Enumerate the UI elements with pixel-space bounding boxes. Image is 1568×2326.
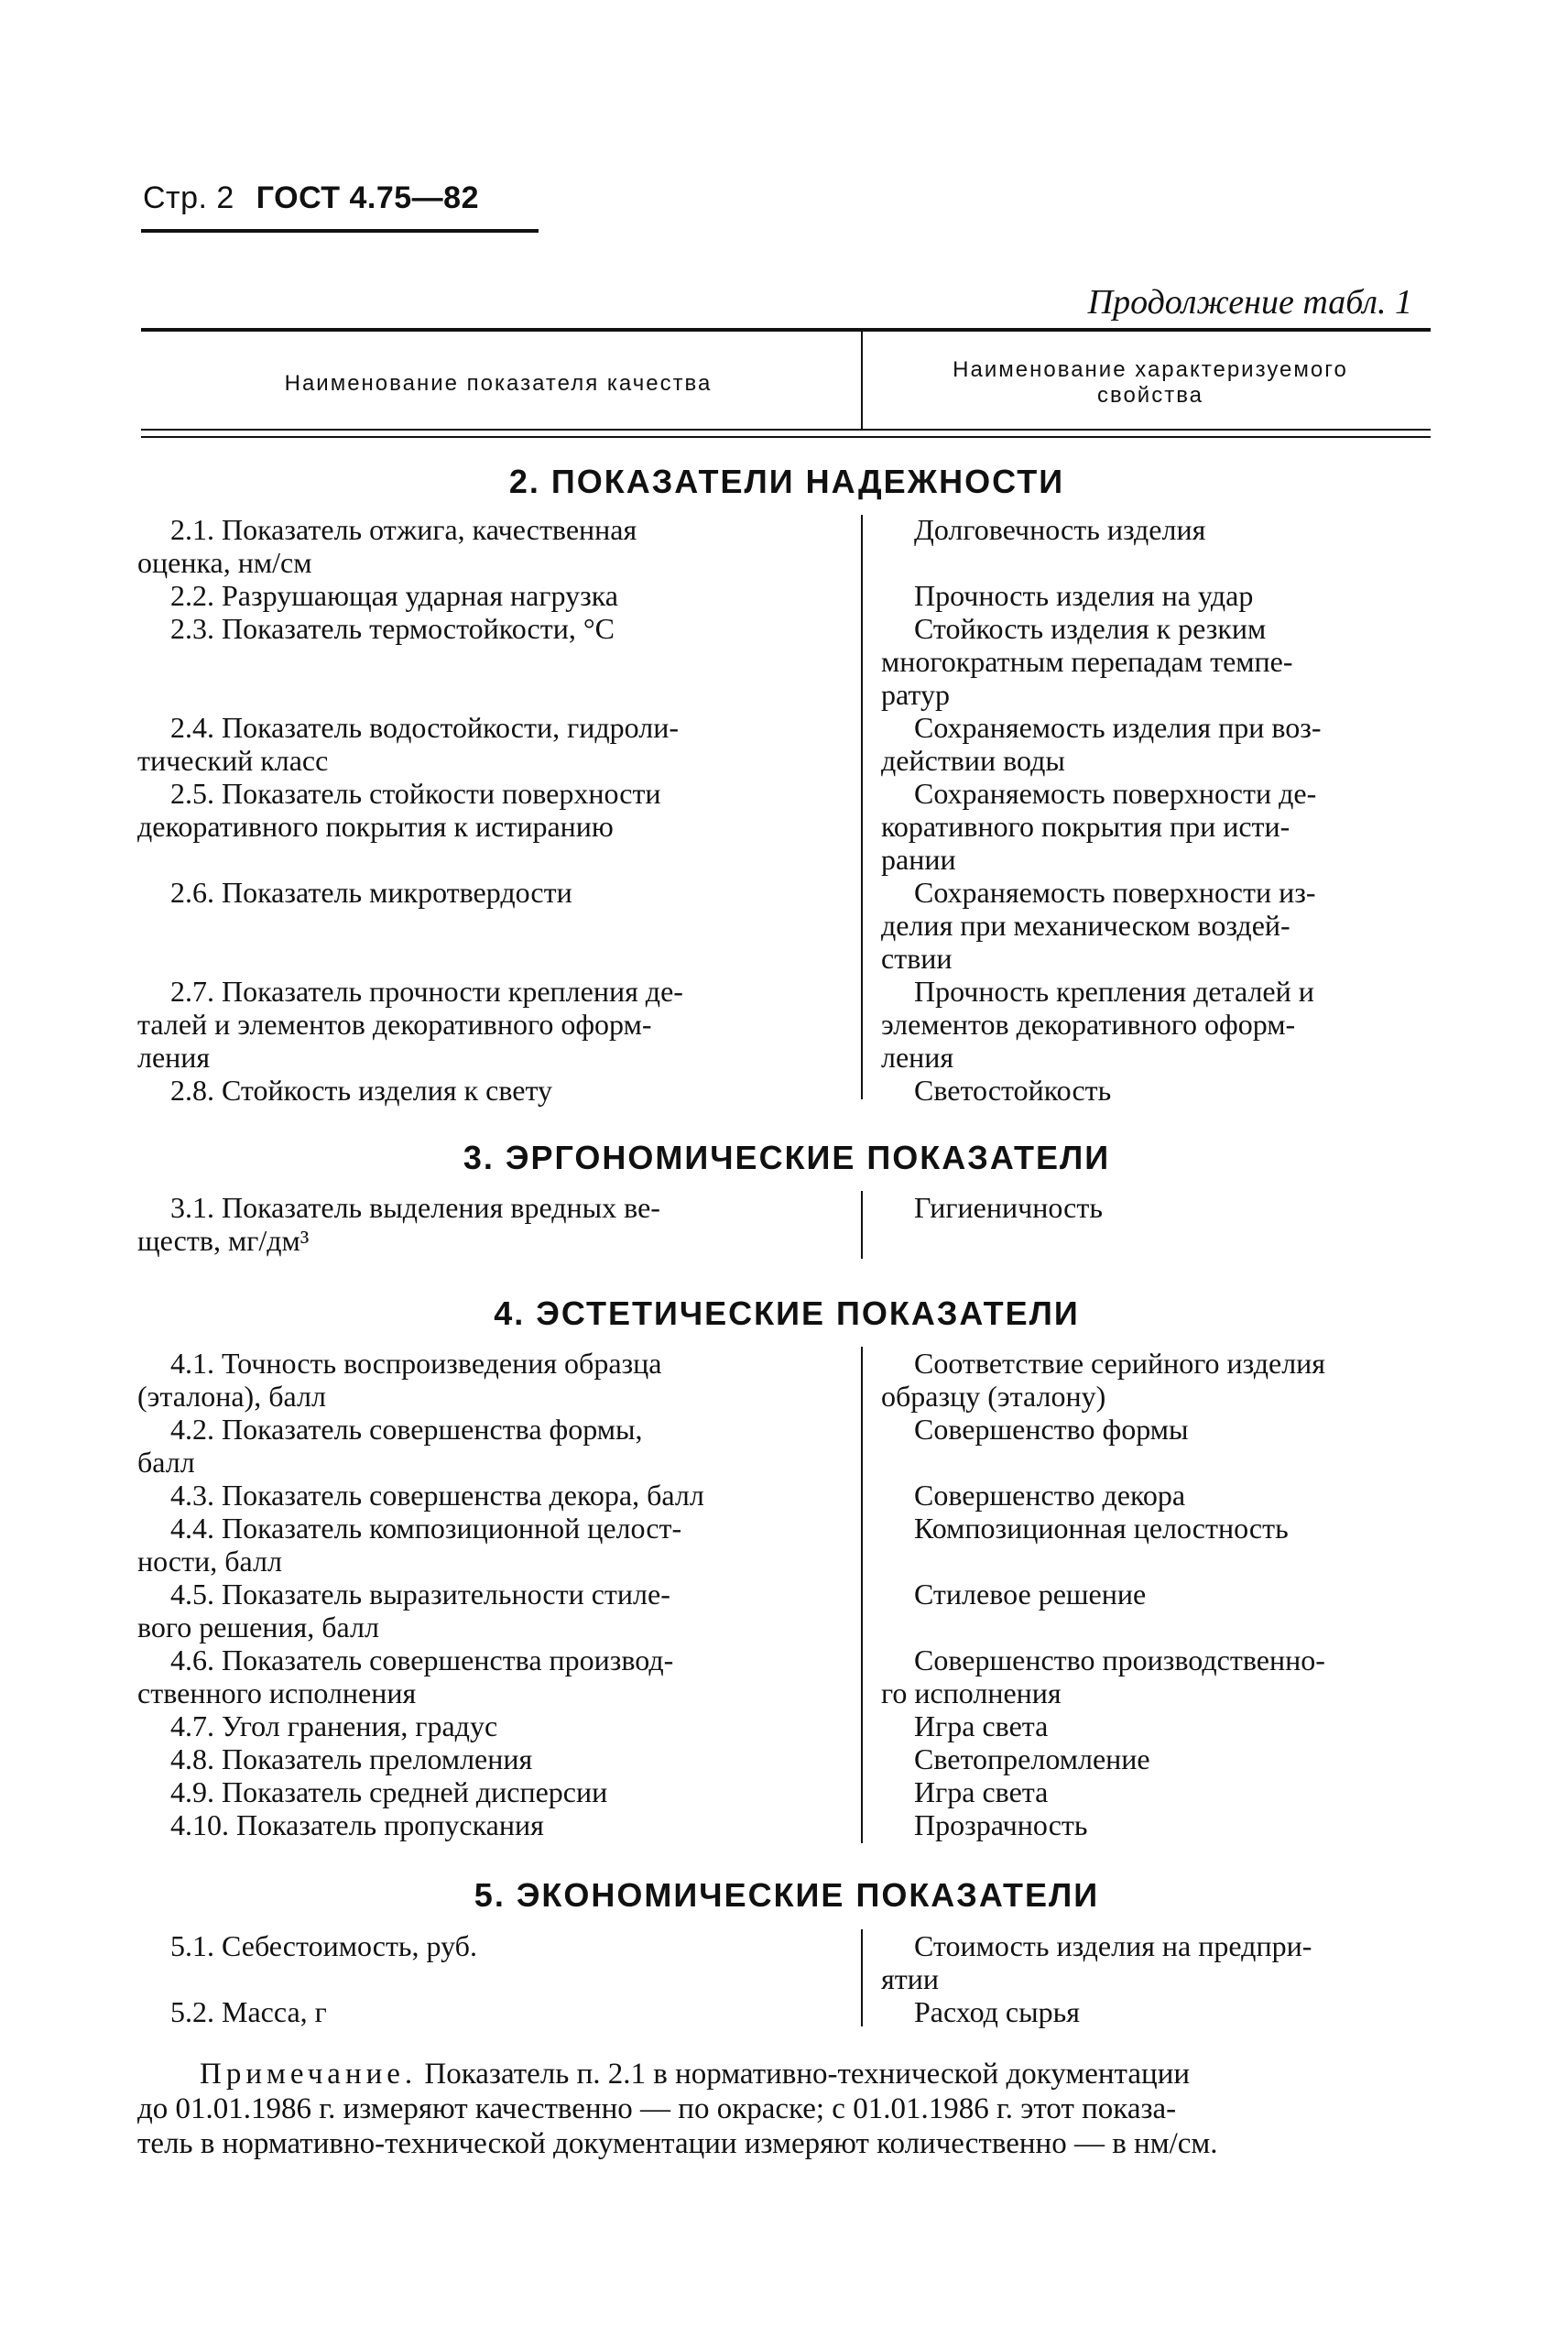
row-2-7-indicator-line2: талей и элементов декоративного оформ- [137, 1008, 652, 1041]
row-2-5-property-line3: рании [881, 843, 956, 876]
header-column-divider [861, 332, 863, 429]
header-rule [141, 229, 539, 233]
row-5-2-property: Расход сырья [914, 1995, 1080, 2028]
row-4-8-indicator: 4.8. Показатель преломления [170, 1742, 533, 1775]
row-2-7-property-line2: элементов декоративного оформ- [881, 1008, 1296, 1041]
row-2-6-indicator: 2.6. Показатель микротвердости [170, 876, 572, 909]
note-label: Примечание. [200, 2058, 418, 2091]
row-5-2-indicator: 5.2. Масса, г [170, 1995, 327, 2028]
row-4-3-indicator: 4.3. Показатель совершенства декора, балл [170, 1479, 704, 1512]
row-4-6-indicator-line2: ственного исполнения [137, 1676, 417, 1709]
row-4-7-property: Игра света [914, 1709, 1049, 1742]
row-4-6-indicator-line1: 4.6. Показатель совершенства производ- [170, 1643, 674, 1676]
row-4-8-property: Светопреломление [914, 1742, 1150, 1775]
row-2-5-indicator-line2: декоративного покрытия к истиранию [137, 810, 614, 843]
row-5-1-property-line2: ятии [881, 1962, 939, 1995]
row-2-3-property-line1: Стойкость изделия к резким [914, 612, 1267, 645]
row-2-6-property-line2: делия при механическом воздей- [881, 909, 1290, 942]
row-2-5-property-line2: коративного покрытия при исти- [881, 810, 1290, 843]
row-4-1-property-line2: образцу (эталону) [881, 1380, 1106, 1413]
section-title-economic: 5. ЭКОНОМИЧЕСКИЕ ПОКАЗАТЕЛИ [474, 1876, 1100, 1914]
section4-column-divider [861, 1347, 863, 1843]
section2-column-divider [861, 515, 863, 1099]
row-2-7-property-line3: ления [881, 1041, 954, 1074]
row-2-6-property-line3: ствии [881, 942, 953, 975]
row-2-2-indicator: 2.2. Разрушающая ударная нагрузка [170, 579, 618, 612]
row-4-2-property: Совершенство формы [914, 1413, 1189, 1446]
row-2-1-indicator-line1: 2.1. Показатель отжига, качественная [170, 513, 637, 546]
row-2-7-indicator-line3: ления [137, 1041, 211, 1074]
row-2-3-property-line3: ратур [881, 678, 950, 711]
row-4-1-property-line1: Соответствие серийного изделия [914, 1347, 1326, 1380]
row-4-2-indicator-line2: балл [137, 1446, 195, 1479]
row-3-1-indicator-line1: 3.1. Показатель выделения вредных ве- [170, 1191, 660, 1224]
note-line1 [137, 2057, 1429, 2091]
note-line3: тель в нормативно-технической документации измеряют количественно — в нм/см. [137, 2127, 1218, 2160]
section3-column-divider [861, 1191, 863, 1259]
standard-code: ГОСТ 4.75—82 [256, 180, 479, 215]
row-2-6-property-line1: Сохраняемость поверхности из- [914, 876, 1316, 909]
table-top-rule [141, 328, 1431, 332]
row-2-7-indicator-line1: 2.7. Показатель прочности крепления де- [170, 975, 683, 1008]
row-2-1-indicator-line2: оценка, нм/см [137, 546, 312, 579]
header-rule-double-2 [141, 436, 1431, 438]
row-2-8-indicator: 2.8. Стойкость изделия к свету [170, 1074, 553, 1107]
row-4-5-property: Стилевое решение [914, 1578, 1147, 1611]
note-text-line1: Показатель п. 2.1 в нормативно-технической документации [424, 2058, 1191, 2091]
row-4-3-property: Совершенство декора [914, 1479, 1186, 1512]
row-2-3-property-line2: многократным перепадам темпе- [881, 645, 1293, 678]
row-4-9-property: Игра света [914, 1775, 1049, 1808]
row-2-4-property-line1: Сохраняемость изделия при воз- [914, 711, 1322, 744]
row-4-9-indicator: 4.9. Показатель средней дисперсии [170, 1775, 608, 1808]
row-2-4-property-line2: действии воды [881, 744, 1065, 777]
section5-column-divider [861, 1929, 863, 2026]
row-2-8-property: Светостойкость [914, 1074, 1112, 1107]
column-header-indicator: Наименование показателя качества [284, 371, 713, 396]
row-5-1-indicator: 5.1. Себестоимость, руб. [170, 1929, 477, 1962]
header-rule-double-1 [141, 429, 1431, 431]
column-header-property [870, 357, 1431, 409]
row-2-1-property: Долговечность изделия [914, 513, 1206, 546]
row-4-10-indicator: 4.10. Показатель пропускания [170, 1808, 544, 1841]
row-2-4-indicator-line2: тический класс [137, 744, 329, 777]
row-3-1-indicator-line2: ществ, мг/дм³ [137, 1224, 310, 1257]
section-title-ergonomic: 3. ЭРГОНОМИЧЕСКИЕ ПОКАЗАТЕЛИ [463, 1139, 1111, 1176]
row-2-2-property: Прочность изделия на удар [914, 579, 1254, 612]
row-4-6-property-line1: Совершенство производственно- [914, 1643, 1325, 1676]
note-line2: до 01.01.1986 г. измеряют качественно — по окраске; с 01.01.1986 г. этот показа- [137, 2092, 1177, 2125]
table-note [137, 2057, 1429, 2161]
row-4-6-property-line2: го исполнения [881, 1676, 1062, 1709]
row-4-5-indicator-line1: 4.5. Показатель выразительности стиле- [170, 1578, 670, 1611]
row-4-5-indicator-line2: вого решения, балл [137, 1611, 379, 1643]
row-2-5-property-line1: Сохраняемость поверхности де- [914, 777, 1317, 810]
table-continuation-label: Продолжение табл. 1 [1087, 283, 1412, 322]
row-4-2-indicator-line1: 4.2. Показатель совершенства формы, [170, 1413, 643, 1446]
row-4-10-property: Прозрачность [914, 1808, 1088, 1841]
row-2-3-indicator: 2.3. Показатель термостойкости, °С [170, 612, 615, 645]
page-number: Стр. 2 [143, 180, 234, 215]
row-5-1-property-line1: Стоимость изделия на предпри- [914, 1929, 1312, 1962]
column-header-property-line2: свойства [1096, 383, 1204, 408]
section-title-aesthetic: 4. ЭСТЕТИЧЕСКИЕ ПОКАЗАТЕЛИ [494, 1294, 1080, 1332]
row-2-7-property-line1: Прочность крепления деталей и [914, 975, 1314, 1008]
row-4-1-indicator-line2: (эталона), балл [137, 1380, 326, 1413]
row-4-7-indicator: 4.7. Угол гранения, градус [170, 1709, 498, 1742]
column-header-property-line1: Наименование характеризуемого [953, 357, 1348, 382]
row-4-4-indicator-line1: 4.4. Показатель композиционной целост- [170, 1512, 682, 1545]
row-3-1-property: Гигиеничность [914, 1191, 1103, 1224]
row-4-1-indicator-line1: 4.1. Точность воспроизведения образца [170, 1347, 662, 1380]
row-2-5-indicator-line1: 2.5. Показатель стойкости поверхности [170, 777, 661, 810]
page-header [143, 180, 479, 216]
row-2-4-indicator-line1: 2.4. Показатель водостойкости, гидроли- [170, 711, 679, 744]
row-4-4-property: Композиционная целостность [914, 1512, 1289, 1545]
row-4-4-indicator-line2: ности, балл [137, 1545, 282, 1578]
section-title-reliability: 2. ПОКАЗАТЕЛИ НАДЕЖНОСТИ [508, 463, 1065, 500]
